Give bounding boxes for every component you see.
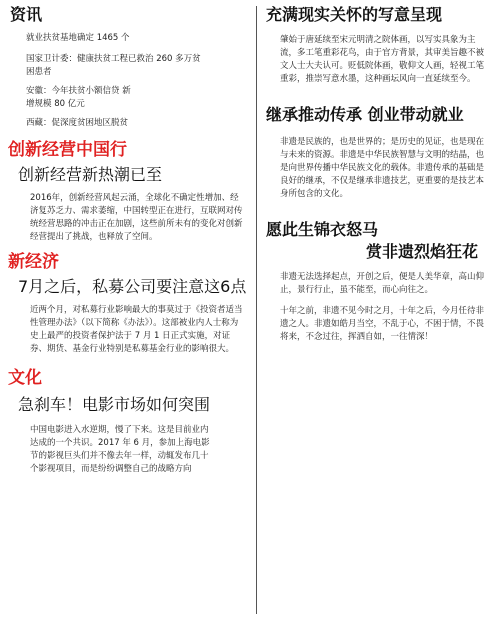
article-body: 2016年，创新经营风起云涌，全球化不确定性增加、经济复苏乏力、需求萎缩，中国转型正在进行，互联网对传统经营思路的冲击正在加剧，这些前所未有的变化对创新经营提出了挑战，也释放了空间。 [30, 193, 243, 242]
column-divider [256, 6, 257, 614]
article-body: 中国电影进入水逆期，慢了下来。这是目前业内达成的一个共识。2017 年 6 月，参加上海电影节的影视巨头们并不像去年一样，动辄发布几十个影视项目，而是纷纷调整自己的战略方向 [30, 425, 210, 474]
category-heading: 新经济 [8, 252, 59, 272]
article-headline: 继承推动传承 创业带动就业 [266, 105, 464, 124]
article-body: 十年之前，非遗不见今时之月，十年之后，今月任待非遗之人。非遗如皓月当空，不乱于心，不困于情，不畏将来，不念过往，挥洒自如，一往情深！ [280, 306, 485, 342]
article-headline: 充满现实关怀的写意呈现 [266, 5, 443, 24]
article-headline: 7月之后，私募公司要注意这6点 [18, 277, 247, 296]
news-section-title: 资讯 [10, 5, 43, 24]
left-column [8, 4, 252, 476]
news-item: 国家卫计委：健康扶贫工程已救治 260 多万贫困患者 [26, 54, 201, 77]
article-headline-second-line: 赏非遗烈焰狂花 [366, 242, 479, 261]
news-item: 西藏：促深度贫困地区脱贫 [26, 118, 129, 128]
article-headline: 愿此生锦衣怒马 [266, 220, 379, 239]
news-item: 安徽：今年扶贫小额信贷 新增规模 80 亿元 [26, 86, 131, 109]
article-headline: 急刹车！电影市场如何突围 [18, 395, 211, 414]
news-item: 就业扶贫基地确定 1465 个 [26, 33, 130, 43]
article-body: 肇始于唐延续至宋元明清之院体画，以写实具象为主流，多工笔重彩花鸟，由于官方背景，其审美旨趣不被文人士大夫认可。贬低院体画，敬仰文人画，轻视工笔重彩，推崇写意水墨，这种画坛风向一直延续至今。 [280, 35, 485, 84]
article-body: 非遗是民族的，也是世界的；是历史的见证，也是现在与未来的资源。非遗是中华民族智慧与文明的结晶，也是向世界传播中华民族文化的载体。非遗传承的基础是良好的继承，不仅是继承非遗技艺，更重要的是技艺本身所包含的文化。 [280, 137, 485, 199]
article-headline: 创新经营新热潮已至 [18, 165, 163, 184]
category-heading: 创新经营中国行 [8, 140, 127, 160]
article-body: 非遗无法选择起点，开创之后，便是人美华章，高山仰止，景行行止，虽不能至，而心向往之。 [280, 272, 485, 295]
category-heading: 文化 [8, 368, 42, 388]
article-body: 近两个月，对私募行业影响最大的事莫过于《投资者适当性管理办法》（以下简称《办法》）。这部被业内人士称为史上最严的投资者保护法于 7 月 1 日正式实施，对证券、期货、基金行业特别是私募基金行业的影响很大。 [30, 305, 243, 354]
right-column [266, 4, 494, 344]
